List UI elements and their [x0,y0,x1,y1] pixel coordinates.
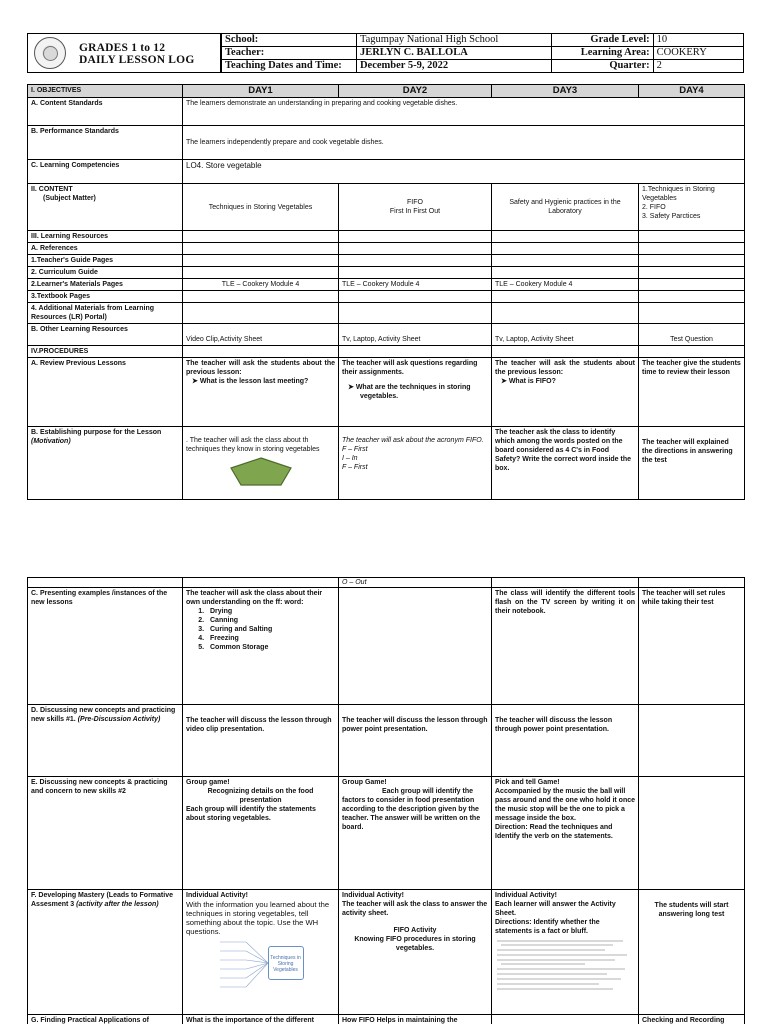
teachers-guide-row [28,255,745,267]
grade-level-value: 10 [653,34,744,47]
row-label: B. Other Learning Resources [28,324,183,346]
review-day3-question: ➤ What is FIFO? [501,378,556,385]
references-row [28,243,745,255]
pentagon-shape-icon [229,456,293,486]
row-label: E. Discussing new concepts & practicing and concern to new skills #2 [28,777,183,890]
content-label: II. CONTENT [31,186,73,193]
other-day2: Tv, Laptop, Activity Sheet [339,324,492,346]
lm-day2: TLE – Cookery Module 4 [339,279,492,291]
content-day4-item: 2. FIFO [642,204,666,211]
title-line-2: DAILY LESSON LOG [79,54,195,66]
content-day1: Techniques in Storing Vegetables [183,184,339,231]
activity-title: Individual Activity! [495,892,557,899]
other-day4: Test Question [639,324,745,346]
practical-day2: How FIFO Helps in maintaining the [339,1015,492,1024]
review-day2-text: The teacher will ask questions regarding their assignments. [342,360,478,376]
quarter-value: 2 [653,60,744,73]
header-info-table [221,34,744,72]
purpose-day2-line: F – First [342,464,368,471]
learners-materials-row [28,279,745,291]
presenting-row [28,588,745,705]
game-instructions: Each group will identify the statements about storing vegetables. [186,806,316,822]
practical-row [28,1015,745,1024]
mastery-day4: The students will start answering long test [639,890,745,1015]
curriculum-guide-row [28,267,745,279]
content-day2 [339,184,492,231]
procedures-row [28,346,745,358]
title-line-1: GRADES 1 to 12 [79,42,166,54]
other-day1: Video Clip,Activity Sheet [183,324,339,346]
list-item: 3. Curing and Salting [206,625,335,634]
other-resources-row [28,324,745,346]
objectives-header: I. OBJECTIVES [28,85,183,98]
purpose-day1-text: . The teacher will ask the class about th techniques they know in storing vegetables [186,437,320,453]
document-page-2 [0,575,768,1024]
performance-standards-row [28,126,745,160]
teacher-label: Teacher: [222,47,357,60]
purpose-day2-line: The teacher will ask about the acronym FIFO. [342,437,484,444]
presenting-day4: The teacher will set rules while taking their test [639,588,745,705]
game-instructions: Accompanied by the music the ball will pass around and the one who hold it once the music stop will be the one to pick a message inside the box. [495,788,636,822]
quarter-label: Quarter: [551,60,653,73]
purpose-day2 [339,427,492,500]
discussing1-label: D. Discussing new concepts and practicing new skills #1. [31,707,176,723]
practical-day4: Checking and Recording [639,1015,745,1024]
game-direction: Direction: Read the techniques and Identify the verb on the statements. [495,824,613,840]
review-row [28,358,745,427]
content-day4 [639,184,745,231]
discussing1-day4 [639,705,745,777]
dates-value: December 5-9, 2022 [356,60,551,73]
lm-day3: TLE – Cookery Module 4 [492,279,639,291]
row-label: G. Finding Practical Applications of [28,1015,183,1024]
practical-day3 [492,1015,639,1024]
review-day3-text: The teacher will ask the students about the previous lesson: [495,360,635,376]
discussing2-day3 [492,777,639,890]
question-text: What are the techniques in storing vegetables. [355,384,471,400]
row-label: A. References [28,243,183,255]
practical-day1: What is the importance of the different [183,1015,339,1024]
purpose-day2-line: I – In [342,455,358,462]
content-standards-text: The learners demonstrate an understanding in preparing and cooking vegetable dishes. [183,98,745,126]
content-day4-item: 1.Techniques in Storing Vegetables [642,186,715,202]
discussing2-row [28,777,745,890]
question-text: What is the lesson last meeting? [199,378,309,385]
chart-center-box: Techniques in Storing Vegetables [268,946,304,980]
list-item: 5. Common Storage [206,643,335,652]
list-item: 4. Freezing [206,634,335,643]
row-label: 4. Additional Materials from Learning Resources (LR) Portal) [28,303,183,324]
discussing2-day2 [339,777,492,890]
row-label: 2. Curriculum Guide [28,267,183,279]
list-item: 1. Drying [206,607,335,616]
review-day2 [339,358,492,427]
activity-name: FIFO Activity [393,927,437,934]
document-page-1 [0,0,768,510]
deped-seal-icon [34,37,66,69]
carry-over-row [28,578,745,588]
row-label: 2.Learner's Materials Pages [28,279,183,291]
activity-instructions: The teacher will ask the class to answer the activity sheet. [342,901,488,917]
activity-instructions: With the information you learned about the techniques in storing vegetables, tell something about the topic. Use the WH questions. [186,900,330,936]
mastery-day2 [339,890,492,1015]
school-value: Tagumpay National High School [356,34,551,47]
purpose-day1 [183,427,339,500]
purpose-label-italic: (Motivation) [31,438,71,445]
mastery-day3 [492,890,639,1015]
activity-directions: Directions: Identify whether the statements is a fact or bluff. [495,919,600,935]
grade-level-label: Grade Level: [551,34,653,47]
content-day4-item: 3. Safety Parctices [642,213,701,220]
content-standards-row [28,98,745,126]
row-label: III. Learning Resources [28,231,183,243]
mastery-label-italic: (activity after the lesson) [76,901,159,908]
row-label: B. Performance Standards [28,126,183,160]
presenting-day3: The class will identify the different tools flash on the TV screen by writing it on their notebook. [492,588,639,705]
review-day1 [183,358,339,427]
presenting-day1 [183,588,339,705]
row-label: A. Content Standards [28,98,183,126]
content-sub-label: (Subject Matter) [43,195,96,202]
competencies-row [28,160,745,184]
activity-subtitle: Knowing FIFO procedures in storing vegetables. [354,936,476,952]
game-instructions: Each group will identify the factors to consider in food presentation according to the description given by the teacher. The answer will be written on the board. [342,788,481,831]
day3-header: DAY3 [492,85,639,98]
review-day2-question: ➤ What are the techniques in storing vegetables. [348,384,471,400]
day2-header: DAY2 [339,85,492,98]
learning-area-label: Learning Area: [551,47,653,60]
game-title: Group game! [186,779,230,786]
competencies-text: LO4. Store vegetable [183,160,745,184]
review-day1-question: ➤ What is the lesson last meeting? [192,378,309,385]
list-item: 2. Canning [206,616,335,625]
purpose-row [28,427,745,500]
question-text: What is FIFO? [508,378,556,385]
purpose-day3: The teacher ask the class to identify which among the words posted on the board considered as 4 C's in Food Safety? Write the correct word inside the box. [492,427,639,500]
other-day3: Tv, Laptop, Activity Sheet [492,324,639,346]
purpose-day2-line: F – First [342,446,368,453]
row-label [28,705,183,777]
day-header-row [28,85,745,98]
performance-standards-text: The learners independently prepare and cook vegetable dishes. [183,126,745,160]
purpose-day4: The teacher will explained the directions in answering the test [639,427,745,500]
activity-instructions: Each learner will answer the Activity Sheet. [495,901,616,917]
row-label: C. Learning Competencies [28,160,183,184]
wh-questions-chart [206,938,316,990]
lr-portal-row [28,303,745,324]
mastery-row [28,890,745,1015]
row-label: IV.PROCEDURES [28,346,183,358]
preservation-methods-list [186,607,335,652]
textbook-row [28,291,745,303]
row-label [28,184,183,231]
content-day2-line1: FIFO [407,199,423,206]
lesson-log-table-2 [27,577,745,1024]
row-label [28,890,183,1015]
content-day3: Safety and Hygienic practices in the Laboratory [492,184,639,231]
presenting-day2 [339,588,492,705]
school-label: School: [222,34,357,47]
document-title [79,42,194,66]
mastery-day1 [183,890,339,1015]
row-label: 3.Textbook Pages [28,291,183,303]
teacher-value: JERLYN C. BALLOLA [356,47,551,60]
lm-day1: TLE – Cookery Module 4 [183,279,339,291]
dates-label: Teaching Dates and Time: [222,60,357,73]
purpose-label: B. Establishing purpose for the Lesson [31,429,162,436]
activity-title: Individual Activity! [342,892,404,899]
review-day3 [492,358,639,427]
discussing1-day2: The teacher will discuss the lesson through power point presentation. [339,705,492,777]
resources-row [28,231,745,243]
dll-header [27,33,744,73]
game-title: Group Game! [342,779,387,786]
discussing1-label-italic: (Pre-Discussion Activity) [77,716,161,723]
discussing2-day4 [639,777,745,890]
header-title-block [28,34,221,72]
row-label: 1.Teacher's Guide Pages [28,255,183,267]
mastery-label: F. Developing Mastery (Leads to Formative Assesment 3 [31,892,173,908]
review-day1-text: The teacher will ask the students about the previous lesson: [186,360,335,376]
learning-area-value: COOKERY [653,47,744,60]
discussing1-row [28,705,745,777]
row-label [28,427,183,500]
review-day4: The teacher give the students time to review their lesson [639,358,745,427]
statement-list-thumbnail [495,938,635,992]
game-title: Pick and tell Game! [495,779,560,786]
content-day2-line2: First In First Out [389,208,441,215]
lesson-log-table-1 [27,84,745,500]
presenting-day1-text: The teacher will ask the class about their own understanding on the ff: word: [186,590,323,606]
day4-header: DAY4 [639,85,745,98]
game-subtitle: Recognizing details on the food presentation [207,788,314,804]
activity-title: Individual Activity! [186,892,248,899]
row-label: C. Presenting examples /instances of the new lessons [28,588,183,705]
carry-over-day2: O – Out [339,578,492,588]
discussing2-day1 [183,777,339,890]
day1-header: DAY1 [183,85,339,98]
content-row [28,184,745,231]
row-label: A. Review Previous Lessons [28,358,183,427]
discussing1-day1: The teacher will discuss the lesson through video clip presentation. [183,705,339,777]
discussing1-day3: The teacher will discuss the lesson through power point presentation. [492,705,639,777]
